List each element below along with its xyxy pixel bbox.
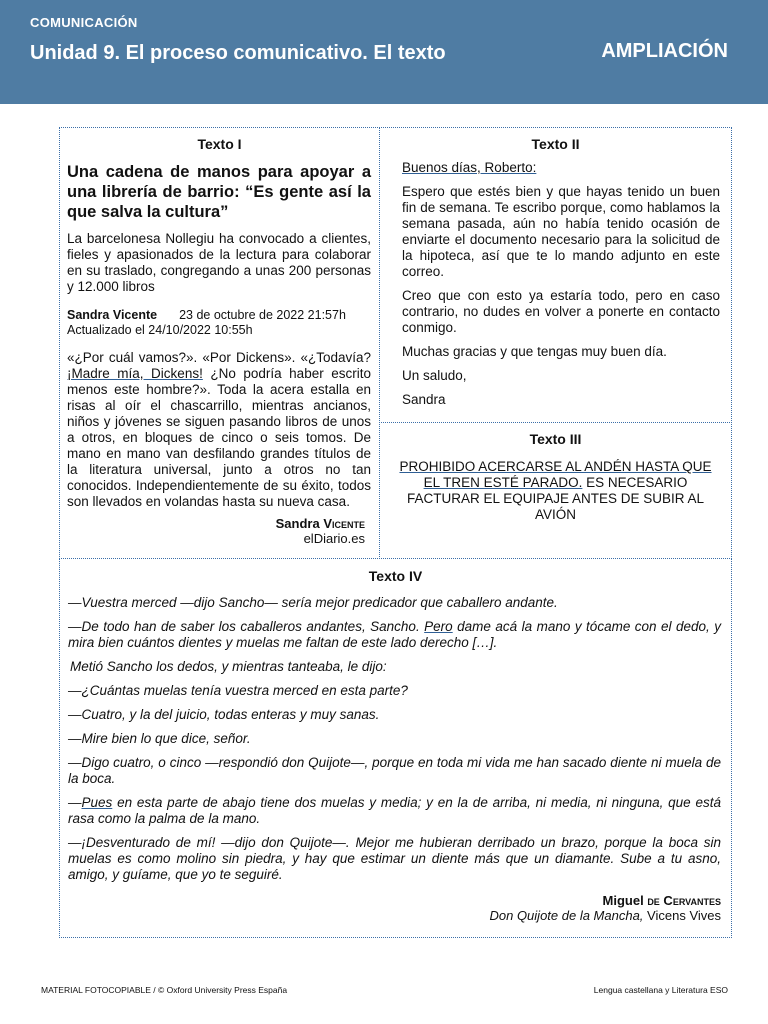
notice-rest: ES NECESARIO FACTURAR EL EQUIPAJE ANTES DE SUBIR AL AVIÓN [406, 475, 705, 522]
author-last-name: de Cervantes [647, 893, 721, 908]
body-text-start: «¿Por cuál vamos?». «Por Dickens». «¿Todavía? [67, 350, 371, 365]
line-2-underlined: Pero [424, 619, 453, 634]
notice-underlined: PROHIBIDO ACERCARSE AL ANDÉN HASTA QUE EL TREN ESTÉ PARADO. [399, 459, 712, 490]
line-8-dash: — [68, 795, 82, 810]
work-title: Don Quijote de la Mancha, [489, 908, 644, 923]
signature-first-name: Sandra [275, 516, 320, 531]
texto-1-box [59, 127, 380, 559]
dialogue-line-7: —Digo cuatro, o cinco —respondió don Quijote—, porque en toda mi vida me han sacado diente ni muela de la boca. [68, 755, 721, 786]
email-closing: Un saludo, [402, 368, 467, 383]
texto-3-box [379, 422, 732, 559]
texto-2-title: Texto II [531, 136, 580, 152]
line-2-end: dame acá la mano y tócame con el dedo, y mira bien cuántos dientes y muelas me faltan de este lado derecho […]. [68, 619, 721, 650]
texto-3-title: Texto III [529, 431, 582, 447]
email-greeting-text: Buenos días, Roberto: [402, 160, 537, 175]
line-8-end: en esta parte de abajo tiene dos muelas y media; y en la de arriba, ni media, ni ninguna, que está rasa como la palma de la mano. [68, 795, 721, 826]
texto-1-byline [67, 308, 371, 338]
dialogue-line-8 [68, 795, 721, 827]
texto-2-box [379, 127, 732, 423]
signature-last-name: Vicente [323, 516, 365, 531]
email-paragraph-1: Espero que estés bien y que hayas tenido un buen fin de semana. Te escribo porque, como hablamos la semana pasada, aún no había tenido ocasión de enviarte el documento necesario para la solicitud de la hipoteca, así que te lo mando adjunto en este correo. [402, 184, 720, 279]
body-text-end: ¿No podría haber escrito menos este hombre?». Toda la acera estalla en risas al oír el chascarrillo, mientras ancianos, niños y jóvenes se siguen pasando libros de unos a otros, en bloques de cinco o seis tomos. De mano en mano van desfilando grandes títulos de la literatura universal, junto a otros no tan conocidos. Independientemente de su éxito, todos son llevados en volandas hasta su nueva casa. [67, 366, 371, 509]
body-underlined-exclamation: ¡Madre mía, Dickens! [67, 366, 203, 381]
footer-course: Lengua castellana y Literatura ESO [593, 985, 728, 995]
email-greeting [402, 160, 720, 176]
byline-updated: Actualizado el 24/10/2022 10:55h [67, 323, 253, 337]
line-2-start: —De todo han de saber los caballeros andantes, Sancho. [68, 619, 425, 634]
page-header [0, 0, 768, 104]
dialogue-line-9: —¡Desventurado de mí! —dijo don Quijote—. Mejor me hubieran derribado un brazo, porque la boca sin muelas es como molino sin piedra, y hay que estimar un diente más que un diamante. Sube a tu asno, amigo, y guíame, que yo te seguiré. [68, 835, 721, 882]
author-first-name: Miguel [602, 893, 644, 908]
texto-1-body [67, 350, 371, 510]
dialogue-line-1: —Vuestra merced —dijo Sancho— sería mejor predicador que caballero andante. [68, 595, 558, 610]
unit-title: Unidad 9. El proceso comunicativo. El texto [30, 42, 446, 64]
texto-1-signature [67, 516, 365, 546]
line-8-underlined: Pues [81, 795, 113, 810]
texto-4-title: Texto IV [368, 568, 423, 584]
dialogue-line-3: Metió Sancho los dedos, y mientras tanteaba, le dijo: [70, 659, 387, 674]
level-label: AMPLIACIÓN [601, 40, 728, 62]
dialogue-line-5: —Cuatro, y la del juicio, todas enteras y muy sanas. [68, 707, 380, 722]
texto-1-title: Texto I [197, 136, 242, 152]
texto-4-signature [68, 893, 721, 923]
email-signature: Sandra [402, 392, 446, 407]
signature-source: elDiario.es [303, 531, 365, 546]
texto-1-headline: Una cadena de manos para apoyar a una librería de barrio: “Es gente así la que salva la cultura” [67, 163, 371, 221]
footer-copyright: MATERIAL FOTOCOPIABLE / © Oxford University Press España [41, 985, 288, 995]
dialogue-line-6: —Mire bien lo que dice, señor. [68, 731, 251, 746]
dialogue-line-4: —¿Cuántas muelas tenía vuestra merced en esta parte? [68, 683, 408, 698]
subject-label: COMUNICACIÓN [30, 15, 138, 30]
publisher: Vicens Vives [647, 908, 721, 923]
texto-1-lead: La barcelonesa Nollegiu ha convocado a clientes, fieles y apasionados de la lectura para colaborar en su traslado, congregando a unas 200 personas y 12.000 libros [67, 231, 371, 294]
email-paragraph-3: Muchas gracias y que tengas muy buen día. [402, 344, 667, 359]
texto-4-box [59, 558, 732, 938]
byline-date: 23 de octubre de 2022 21:57h [179, 308, 346, 322]
byline-author: Sandra Vicente [67, 308, 158, 322]
email-paragraph-2: Creo que con esto ya estaría todo, pero en caso contrario, no dudes en volver a ponerte en contacto conmigo. [402, 288, 720, 335]
dialogue-line-2 [68, 619, 721, 651]
texto-3-notice [390, 459, 721, 523]
